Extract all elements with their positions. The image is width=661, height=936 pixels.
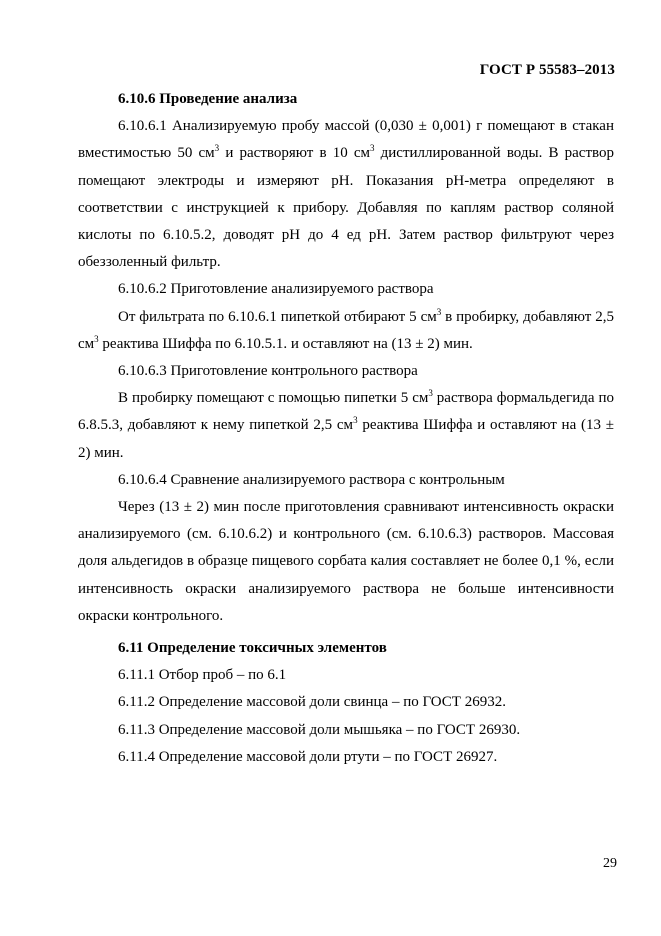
paragraph-text: В пробирку помещают с помощью пипетки 5 см: [118, 390, 429, 407]
subsection-heading-6-10-6-4: 6.10.6.4 Сравнение анализируемого раствора с контрольным: [118, 471, 505, 488]
superscript: 3: [436, 306, 442, 317]
list-item: 6.11.1 Отбор проб – по 6.1: [118, 667, 287, 684]
list-item: 6.11.4 Определение массовой доли ртути – по ГОСТ 26927.: [118, 748, 498, 765]
paragraph-6-10-6-2: [78, 304, 614, 358]
subsection-heading-6-10-6-2: 6.10.6.2 Приготовление анализируемого раствора: [118, 281, 434, 298]
superscript: 3: [214, 143, 220, 154]
paragraph-6-10-6-3: [78, 385, 614, 467]
paragraph-text: 6.10.6.1 Анализируемую пробу массой (0,030 ± 0,001) г помещают в стакан вместимостью 50 см: [78, 118, 614, 162]
page-content: [78, 86, 614, 771]
page-number: 29: [603, 856, 617, 871]
paragraph-text: реактива Шиффа по 6.10.5.1. и оставляют на (13 ± 2) мин.: [98, 335, 473, 352]
superscript: 3: [353, 415, 358, 426]
list-item: 6.11.2 Определение массовой доли свинца – по ГОСТ 26932.: [118, 694, 506, 711]
paragraph-text: От фильтрата по 6.10.6.1 пипеткой отбирают 5 см: [118, 308, 437, 325]
document-id-header: ГОСТ Р 55583–2013: [479, 62, 615, 78]
list-item: 6.11.3 Определение массовой доли мышьяка – по ГОСТ 26930.: [118, 721, 521, 738]
paragraph-text: раствора формальдегида по 6.8.5.3, добавляют к нему пипеткой 2,5 см: [78, 390, 614, 434]
superscript: 3: [428, 388, 433, 399]
subsection-heading-6-10-6-3: 6.10.6.3 Приготовление контрольного раствора: [118, 363, 418, 380]
superscript: 3: [370, 143, 375, 154]
paragraph-6-10-6-4: Через (13 ± 2) мин после приготовления сравнивают интенсивность окраски анализируемого (см. 6.10.6.2) и контрольного (см. 6.10.6.3) растворов. Массовая доля альдегидов в образце пищевого сорбата калия составляет не более 0,1 %, если интенсивность окраски анализируемого раствора не больше интенсивности окраски контрольного.: [78, 499, 614, 624]
section-heading-6-10-6: 6.10.6 Проведение анализа: [118, 91, 298, 107]
paragraph-text: и растворяют в 10 см: [219, 145, 370, 162]
superscript: 3: [94, 333, 99, 344]
paragraph-text: в пробирку, добавляют 2,5 см: [78, 308, 614, 352]
paragraph-text: реактива Шиффа и оставляют на (13 ± 2) мин.: [78, 417, 614, 461]
paragraph-text: дистиллированной воды. В раствор помещают электроды и измеряют pH. Показания pH-метра определяют в соответствии с инструкцией к прибору. Добавляя по каплям раствор соляной кислоты по 6.10.5.2, доводят pH до 4 ед pH. Затем раствор фильтруют через обеззоленный фильтр.: [78, 145, 614, 271]
paragraph-6-10-6-1: [78, 113, 614, 276]
section-heading-6-11: 6.11 Определение токсичных элементов: [118, 640, 387, 657]
